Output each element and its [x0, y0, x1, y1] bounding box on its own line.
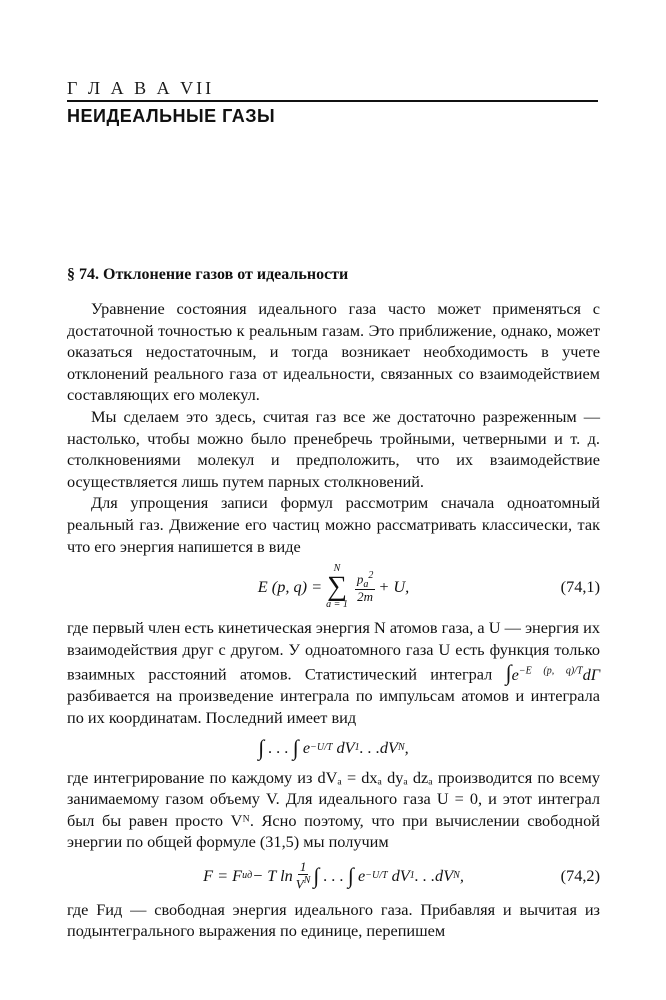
- configuration-integral: ∫ . . . ∫ e −U/T dV 1 . . .dV N ,: [258, 734, 409, 760]
- equation-74-2: F = F ид − T ln $\frac{1}{V^N}$ ∫ . . . ∫ e −U/T dV 1 . . .dV N , (74,2): [203, 858, 600, 892]
- paragraph-3: Для упрощения записи формул рассмотрим сначала одноатомный реальный газ. Движение его частиц можно рассматривать классически, так что его энергия напишется в виде: [67, 493, 600, 556]
- equation-number-74-2: (74,2): [560, 866, 600, 886]
- paragraph-5: где интегрирование по каждому из dVₐ = dxₐ dyₐ dzₐ производится по всему занимаемому газом объему V. Для идеального газа U = 0, и этот интеграл был бы равен просто Vᴺ. Ясно поэтому, что при вычислении свободной энергии по общей формуле (31,5) мы получим: [67, 767, 600, 852]
- body-text: [67, 298, 600, 942]
- stat-integral-formula: $\int e^{-E (p, q)/T}d\Gamma$: [505, 659, 600, 685]
- chapter-title: НЕИДЕАЛЬНЫЕ ГАЗЫ: [67, 106, 276, 126]
- paragraph-4: [67, 617, 600, 728]
- section-title: § 74. Отклонение газов от идеальности: [67, 266, 349, 283]
- paragraph-2: Мы сделаем это здесь, считая газ все же достаточно разреженным — настолько, чтобы можно было пренебречь тройными, четверными и т. д. столкновениями молекул и предположить, что их взаимодействие осуществляется лишь путем парных столкновений.: [67, 406, 600, 491]
- paragraph-4-part-1: где первый член есть кинетическая энергия N атомов газа, а U — энергия их взаимодействия друг с другом. У одноатомного газа U есть функция только взаимных расстояний атомов. Статистический интеграл: [67, 618, 600, 684]
- paragraph-4-part-2: разбивается на произведение интеграла по импульсам атомов и интеграла по их координатам. Последний имеет вид: [67, 686, 600, 727]
- kinetic-fraction: $\frac{p_a^2}{2m}$: [356, 569, 374, 605]
- equation-74-1: E (p, q) = N ∑ a = 1 $\frac{p_a^2}{2m}$ + U, (74,1): [257, 563, 600, 611]
- chapter-rule: [67, 100, 598, 102]
- paragraph-6: где Fид — свободная энергия идеального газа. Прибавляя и вычитая из подынтегрального выражения по единице, перепишем: [67, 899, 600, 941]
- paragraph-1: Уравнение состояния идеального газа часто может применяться с достаточной точностью к реальным газам. Это приближение, однако, может оказаться недостаточным, и тогда возникает необходимость в учете отклонений реального газа от идеальности, связанных со взаимодействием составляющих его молекул.: [67, 299, 600, 405]
- chapter-label: Г Л А В А VII: [67, 78, 215, 98]
- equation-number-74-1: (74,1): [560, 577, 600, 597]
- sum-symbol: N ∑ a = 1: [326, 563, 348, 611]
